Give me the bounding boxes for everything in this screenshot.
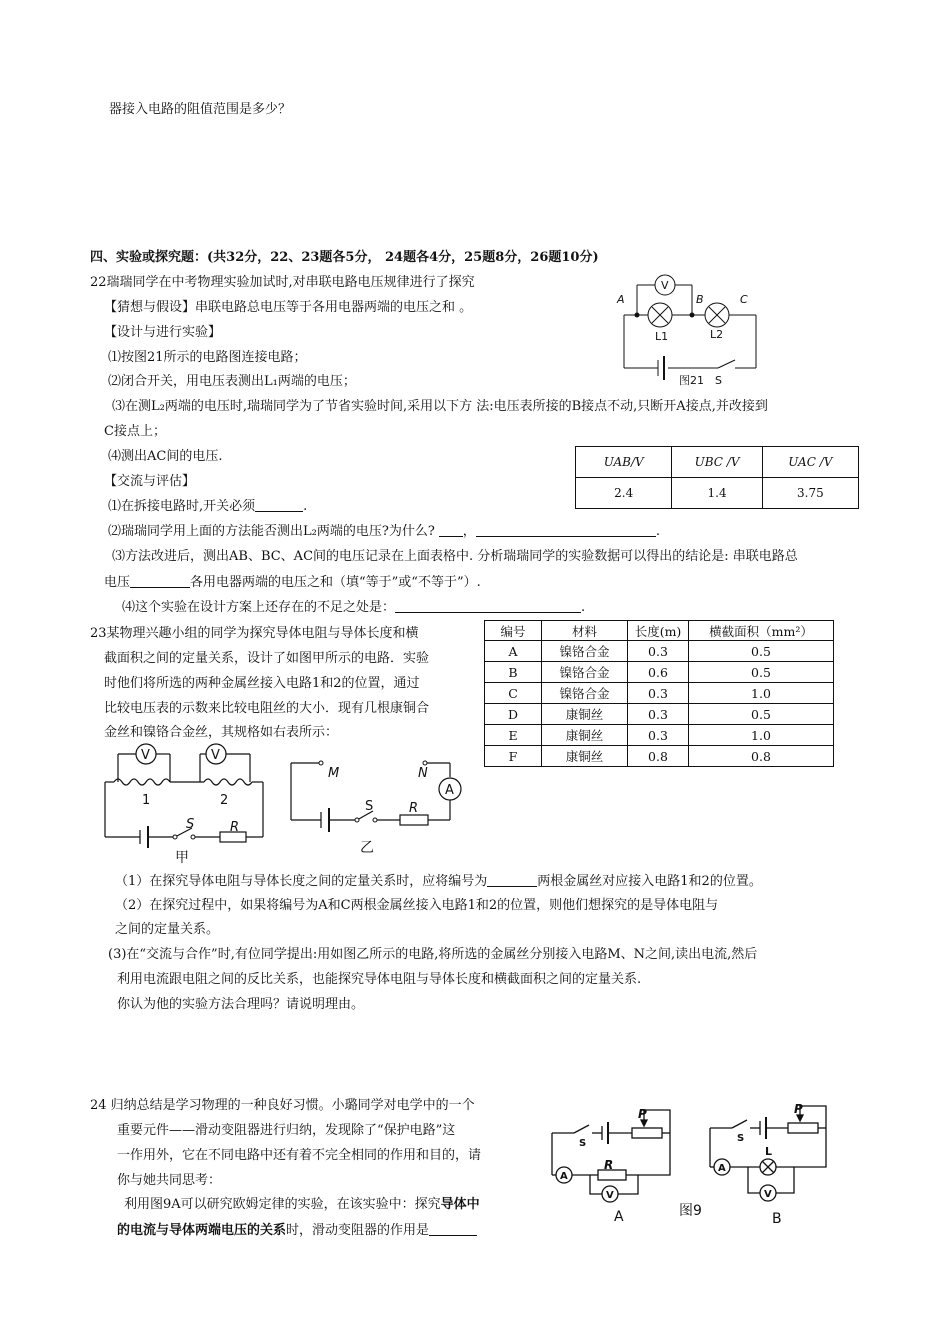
header-length: 长度(m) xyxy=(628,621,689,641)
fig9a-switch-s: S xyxy=(579,1138,587,1149)
header-id: 编号 xyxy=(485,621,542,641)
cell: 1.0 xyxy=(689,725,834,746)
q22-eval-1-end: . xyxy=(303,499,308,514)
fig21-point-b: B xyxy=(696,293,704,306)
jia-position-1: 1 xyxy=(142,793,151,808)
q24-line-1: 24 归纳总结是学习物理的一种良好习惯。小璐同学对电学中的一个 xyxy=(90,1098,475,1113)
q22-eval-3b-post: 各用电器两端的电压之和（填“等于”或“不等于”）. xyxy=(190,575,481,590)
cell: 康铜丝 xyxy=(542,725,628,746)
table-row xyxy=(485,746,834,767)
q22-eval-3b xyxy=(104,573,481,592)
q23-part-1 xyxy=(115,872,762,891)
q23-part-2a: （2）在探究过程中，如果将编号为A和C两根金属丝接入电路1和2的位置，则他们想探究的是导体电阻与 xyxy=(115,898,719,913)
cell: 1.0 xyxy=(689,683,834,704)
fig21-point-c: C xyxy=(740,293,748,306)
q24-line-6-bold: 的电流与导体两端电压的关系 xyxy=(117,1223,287,1238)
yi-ammeter-label: A xyxy=(445,783,454,798)
fig9a-ammeter: A xyxy=(560,1171,568,1182)
cell: 0.5 xyxy=(689,704,834,725)
q22-eval-heading: 【交流与评估】 xyxy=(104,474,196,489)
jia-switch-label: S xyxy=(186,817,195,832)
q23-part-3c: 你认为他的实验方法合理吗？请说明理由。 xyxy=(117,997,365,1012)
table-row xyxy=(485,662,834,683)
q23-line-1: 23某物理兴趣小组的同学为探究导体电阻与导体长度和横 xyxy=(90,626,419,641)
q24-line-5-bold: 导体中 xyxy=(440,1197,480,1212)
header-uab: UAB/V xyxy=(576,447,672,478)
cell: 康铜丝 xyxy=(542,704,628,725)
cell: 镍铬合金 xyxy=(542,662,628,683)
header-material: 材料 xyxy=(542,621,628,641)
fig9b-voltmeter: V xyxy=(764,1189,772,1200)
q24-line-4: 你与她共同思考： xyxy=(117,1173,222,1188)
answer-blank[interactable] xyxy=(429,1221,477,1236)
fig9-label-b: B xyxy=(772,1211,782,1227)
fig9b-switch-s: S xyxy=(737,1133,745,1144)
yi-caption: 乙 xyxy=(360,840,374,856)
cell: 0.8 xyxy=(628,746,689,767)
q23-part-2b: 之间的定量关系。 xyxy=(115,922,220,937)
fig21-lamp-l2: L2 xyxy=(710,328,724,341)
jia-position-2: 2 xyxy=(220,793,229,808)
header-area: 横截面积（mm²） xyxy=(689,621,834,641)
fig9a-resistor-r: R xyxy=(604,1158,614,1172)
yi-point-m: M xyxy=(328,766,340,781)
q22-eval-1 xyxy=(108,497,307,516)
cell: 0.6 xyxy=(628,662,689,683)
cell: 0.3 xyxy=(628,683,689,704)
q24-line-2: 重要元件——滑动变阻器进行归纳，发现除了“保护电路”这 xyxy=(117,1123,456,1138)
jia-resistor-label: R xyxy=(230,820,240,835)
q22-eval-4-text: ⑷这个实验在设计方案上还存在的不足之处是： xyxy=(122,600,396,615)
jia-voltmeter-1-label: V xyxy=(141,748,150,763)
answer-blank[interactable] xyxy=(439,522,463,537)
jia-voltmeter-2-label: V xyxy=(211,748,220,763)
fig9a-voltmeter: V xyxy=(606,1190,614,1201)
cell: D xyxy=(485,704,542,725)
cell: 0.5 xyxy=(689,641,834,662)
table-row xyxy=(485,641,834,662)
cell: 0.5 xyxy=(689,662,834,683)
q22-step-3a: ⑶在测L₂两端的电压时,瑞瑞同学为了节省实验时间,采用以下方 法:电压表所接的B接点不动,只断开A接点,并改接到 xyxy=(112,399,768,414)
cell: 0.3 xyxy=(628,641,689,662)
cell: 0.8 xyxy=(689,746,834,767)
fig21-voltmeter-label: V xyxy=(661,279,669,292)
value-uab: 2.4 xyxy=(576,478,672,509)
answer-blank[interactable] xyxy=(476,522,656,537)
q22-step-4: ⑷测出AC间的电压. xyxy=(108,449,223,464)
fig21-point-a: A xyxy=(617,293,625,306)
value-uac: 3.75 xyxy=(762,478,858,509)
q24-line-6-text: 时，滑动变阻器的作用是 xyxy=(286,1223,430,1238)
yi-point-n: N xyxy=(418,766,428,781)
fig9-caption: 图9 xyxy=(679,1203,702,1219)
q23-wire-table xyxy=(484,620,834,767)
cell: 0.3 xyxy=(628,704,689,725)
q22-eval-2-end: . xyxy=(655,524,660,539)
q22-eval-4-end: . xyxy=(581,600,586,615)
q24-line-6 xyxy=(117,1221,477,1240)
figure-9-circuits xyxy=(540,1100,840,1230)
q23-part-1-post: 两根金属丝对应接入电路1和2的位置。 xyxy=(537,874,762,889)
answer-blank[interactable] xyxy=(395,598,581,613)
q22-eval-4 xyxy=(122,598,585,617)
q22-step-2: ⑵闭合开关，用电压表测出L₁两端的电压； xyxy=(108,374,356,389)
fig21-switch-label: S xyxy=(715,374,722,387)
q23-line-4: 比较电压表的示数来比较电阻丝的大小．现有几根康铜合 xyxy=(104,701,430,716)
q22-voltage-table xyxy=(575,446,859,509)
answer-blank[interactable] xyxy=(487,872,537,887)
figure-21-circuit xyxy=(600,268,770,388)
q22-eval-2-sep: ， xyxy=(462,524,476,539)
q24-line-5 xyxy=(124,1196,480,1214)
q23-part-3a: (3)在“交流与合作”时,有位同学提出:用如图乙所示的电路,将所选的金属丝分别接入电路M、N之间,读出电流,然后 xyxy=(108,947,758,962)
q22-intro: 22瑞瑞同学在中考物理实验加试时,对串联电路电压规律进行了探究 xyxy=(90,275,475,290)
jia-caption: 甲 xyxy=(175,850,189,866)
cell: B xyxy=(485,662,542,683)
cell: A xyxy=(485,641,542,662)
answer-blank[interactable] xyxy=(130,573,190,588)
q22-eval-2-text: ⑵瑞瑞同学用上面的方法能否测出L₂两端的电压?为什么? xyxy=(108,524,435,539)
q22-eval-2 xyxy=(108,522,660,541)
figure-jia-circuit xyxy=(100,742,270,867)
cell: C xyxy=(485,683,542,704)
q22-eval-1-text: ⑴在拆接电路时,开关必须 xyxy=(108,499,256,514)
top-line: 器接入电路的阻值范围是多少？ xyxy=(109,102,292,117)
fig21-caption: 图21 xyxy=(679,374,704,387)
q22-design-heading: 【设计与进行实验】 xyxy=(104,325,222,340)
section-heading: 四、实验或探究题：(共32分，22、23题各5分， 24题各4分，25题8分，26题10分) xyxy=(90,250,599,265)
fig9b-lamp-l: L xyxy=(765,1145,773,1158)
q23-line-2: 截面积之间的定量关系，设计了如图甲所示的电路．实验 xyxy=(104,651,430,666)
fig9b-ammeter: A xyxy=(718,1163,726,1174)
q22-eval-3a: ⑶方法改进后，测出AB、BC、AC间的电压记录在上面表格中. 分析瑞瑞同学的实验数据可以得出的结论是: 串联电路总 xyxy=(112,549,798,564)
value-ubc: 1.4 xyxy=(672,478,762,509)
q22-hypothesis: 【猜想与假设】串联电路总电压等于各用电器两端的电压之和 。 xyxy=(104,300,473,315)
yi-resistor-label: R xyxy=(409,801,419,816)
q22-eval-3b-pre: 电压 xyxy=(104,575,131,590)
q23-part-3b: 利用电流跟电阻之间的反比关系，也能探究导体电阻与导体长度和横截面积之间的定量关系. xyxy=(117,972,642,987)
cell: 0.3 xyxy=(628,725,689,746)
fig9-label-a: A xyxy=(614,1209,624,1225)
cell: F xyxy=(485,746,542,767)
header-ubc: UBC /V xyxy=(672,447,762,478)
table-row xyxy=(485,704,834,725)
cell: 镍铬合金 xyxy=(542,641,628,662)
answer-blank[interactable] xyxy=(255,497,303,512)
q22-step-1: ⑴按图21所示的电路图连接电路； xyxy=(108,350,307,365)
q24-line-3: 一作用外，它在不同电路中还有着不完全相同的作用和目的，请 xyxy=(117,1148,482,1163)
fig9b-slider-p: P xyxy=(794,1102,803,1116)
figure-yi-circuit xyxy=(285,755,470,855)
q23-line-5: 金丝和镍铬合金丝，其规格如右表所示： xyxy=(104,725,339,740)
fig21-lamp-l1: L1 xyxy=(655,330,669,343)
q24-line-5-text: 利用图9A可以研究欧姆定律的实验，在该实验中：探究 xyxy=(124,1197,441,1212)
q22-step-3b: C接点上； xyxy=(104,424,166,439)
table-row xyxy=(485,683,834,704)
cell: 镍铬合金 xyxy=(542,683,628,704)
table-row xyxy=(485,725,834,746)
q23-line-3: 时他们将所选的两种金属丝接入电路1和2的位置，通过 xyxy=(104,676,420,691)
yi-switch-label: S xyxy=(365,799,374,814)
fig9a-slider-p: P xyxy=(638,1107,647,1121)
cell: E xyxy=(485,725,542,746)
header-uac: UAC /V xyxy=(762,447,858,478)
q23-part-1-pre: （1）在探究导体电阻与导体长度之间的定量关系时，应将编号为 xyxy=(115,874,488,889)
cell: 康铜丝 xyxy=(542,746,628,767)
